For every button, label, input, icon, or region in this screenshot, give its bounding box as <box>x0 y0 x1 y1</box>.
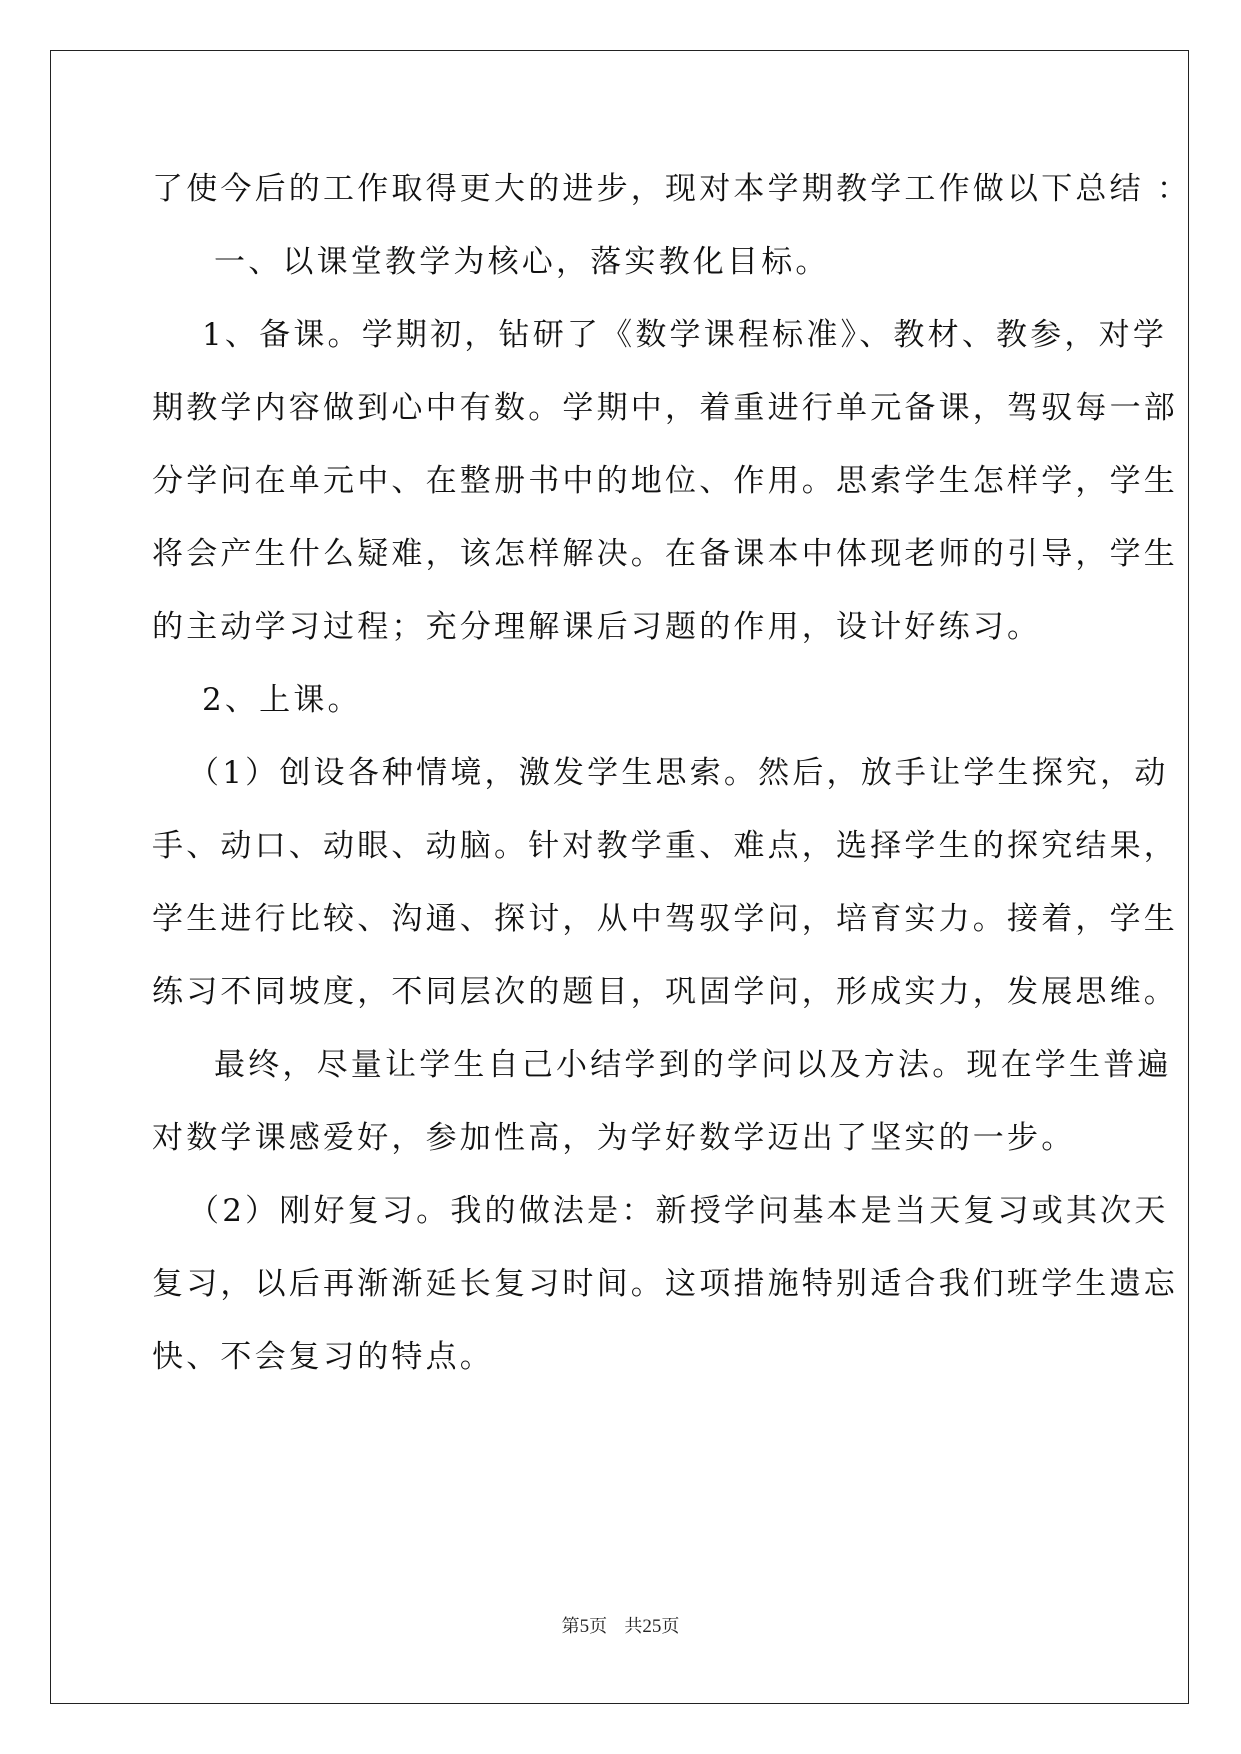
text-line: 对数学课感爱好，参加性高，为学好数学迈出了坚实的一步。 <box>152 1120 1076 1156</box>
total-label-suffix: 页 <box>661 1616 680 1637</box>
page-border <box>50 50 1192 1704</box>
text-line: 复习，以后再渐渐延长复习时间。这项措施特别适合我们班学生遗忘 <box>152 1266 1178 1302</box>
text-line: （1）创设各种情境，激发学生思索。然后，放手让学生探究，动 <box>188 755 1169 791</box>
page-label-suffix: 页 <box>589 1616 608 1637</box>
text-line: 期教学内容做到心中有数。学期中，着重进行单元备课，驾驭每一部 <box>152 390 1178 426</box>
subsection-heading: 2、上课。 <box>202 682 362 718</box>
text-line: 最终，尽量让学生自己小结学到的学问以及方法。现在学生普遍 <box>214 1047 1172 1083</box>
page-label-prefix: 第 <box>561 1616 580 1637</box>
page-number: 5 <box>579 1616 590 1637</box>
text-line: 分学问在单元中、在整册书中的地位、作用。思索学生怎样学，学生 <box>152 463 1178 499</box>
text-line: （2）刚好复习。我的做法是：新授学问基本是当天复习或其次天 <box>188 1193 1169 1229</box>
text-line: 了使今后的工作取得更大的进步，现对本学期教学工作做以下总结 ： <box>152 171 1192 207</box>
text-line: 1、备课。学期初，钻研了《数学课程标准》、教材、教参，对学 <box>202 317 1168 353</box>
text-line: 练习不同坡度，不同层次的题目，巩固学问，形成实力，发展思维。 <box>152 974 1178 1010</box>
text-line: 将会产生什么疑难，该怎样解决。在备课本中体现老师的引导，学生 <box>152 536 1178 572</box>
page-total: 25 <box>642 1616 662 1637</box>
text-line: 学生进行比较、沟通、探讨，从中驾驭学问，培育实力。接着，学生 <box>152 901 1178 937</box>
page-footer <box>0 1615 1241 1639</box>
section-heading: 一、以课堂教学为核心，落实教化目标。 <box>214 244 830 280</box>
total-label-prefix: 共 <box>624 1616 643 1637</box>
text-line: 的主动学习过程；充分理解课后习题的作用，设计好练习。 <box>152 609 1042 645</box>
text-line: 手、动口、动眼、动脑。针对教学重、难点，选择学生的探究结果， <box>152 828 1178 864</box>
text-line: 快、不会复习的特点。 <box>152 1339 494 1375</box>
